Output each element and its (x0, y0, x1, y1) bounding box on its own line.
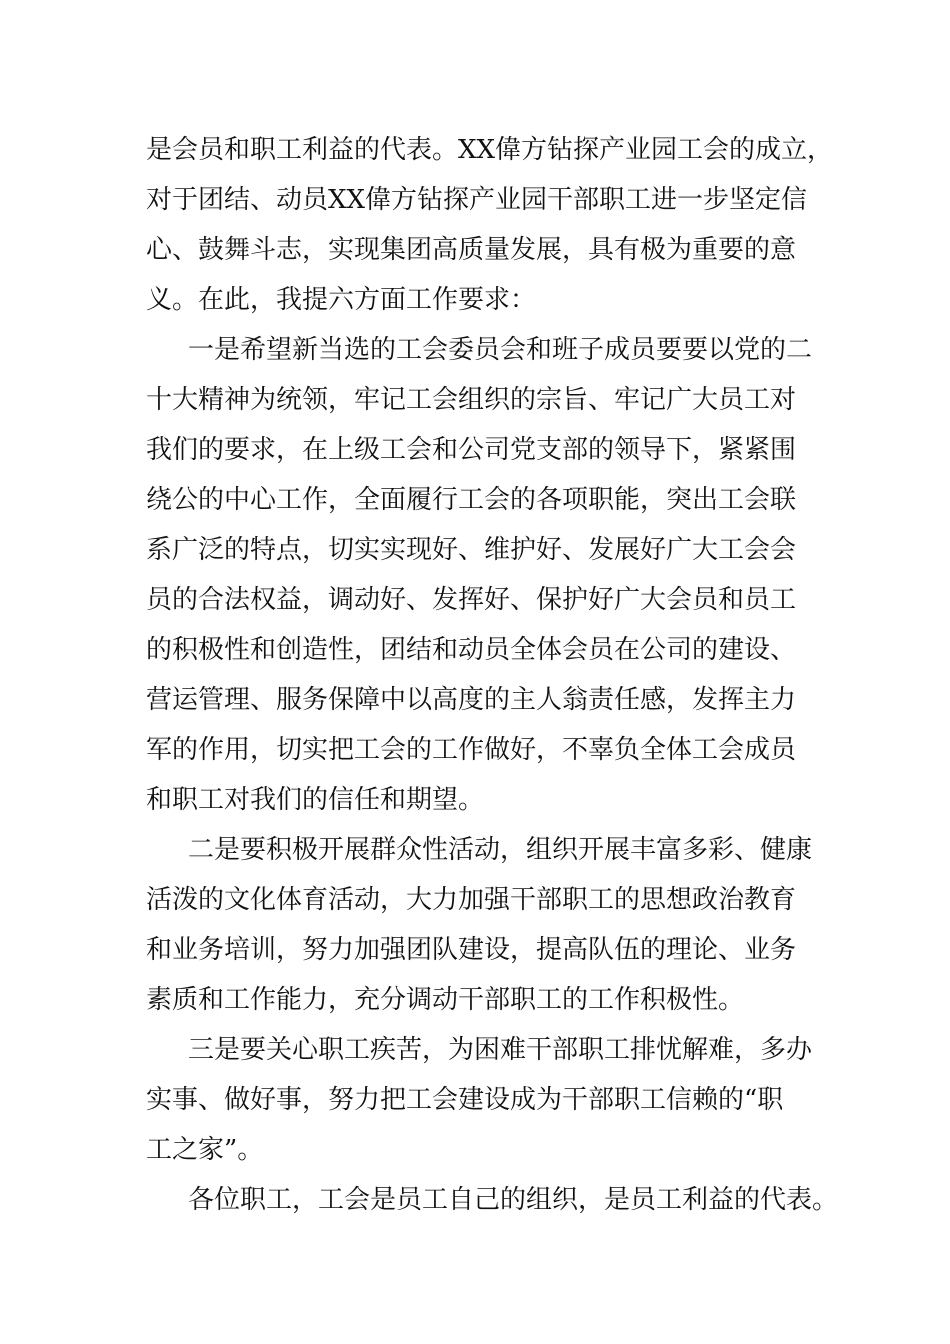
text-line: 和业务培训，努力加强团队建设，提高队伍的理论、业务 (146, 935, 797, 965)
text-line: 的积极性和创造性，团结和动员全体会员在公司的建设、 (146, 635, 797, 665)
text-line: 素质和工作能力，充分调动干部职工的工作积极性。 (146, 985, 745, 1015)
text-line: 心、鼓舞斗志，实现集团高质量发展，具有极为重要的意 (146, 235, 797, 265)
text-line: 实事、做好事，努力把工会建设成为干部职工信赖的“职 (146, 1085, 784, 1115)
text-line: 工之家”。 (146, 1135, 264, 1165)
paragraph-first-line: 各位职工，工会是员工自己的组织，是员工利益的代表。 (188, 1185, 839, 1215)
text-line: 军的作用，切实把工会的工作做好，不辜负全体工会成员 (146, 735, 797, 765)
paragraph-first-line: 三是要关心职工疾苦，为困难干部职工排忧解难，多办 (188, 1035, 813, 1065)
text-line: 营运管理、服务保障中以高度的主人翁责任感，发挥主力 (146, 685, 797, 715)
text-line: 活泼的文化体育活动，大力加强干部职工的思想政治教育 (146, 885, 797, 915)
paragraph-first-line: 一是希望新当选的工会委员会和班子成员要要以党的二 (188, 335, 813, 365)
text-line: 和职工对我们的信任和期望。 (146, 785, 485, 815)
text-line: 我们的要求，在上级工会和公司党支部的领导下，紧紧围 (146, 435, 797, 465)
text-line: 系广泛的特点，切实实现好、维护好、发展好广大工会会 (146, 535, 797, 565)
text-line: 十大精神为统领，牢记工会组织的宗旨、牢记广大员工对 (146, 385, 797, 415)
text-line: 义。在此，我提六方面工作要求： (146, 285, 537, 315)
text-line: 绕公的中心工作，全面履行工会的各项职能，突出工会联 (146, 485, 797, 515)
text-line: 对于团结、动员XX偉方钻探产业园干部职工进一步坚定信 (146, 185, 808, 215)
text-line: 是会员和职工利益的代表。XX偉方钻探产业园工会的成立， (146, 135, 834, 165)
paragraph-first-line: 二是要积极开展群众性活动，组织开展丰富多彩、健康 (188, 835, 813, 865)
text-line: 员的合法权益，调动好、发挥好、保护好广大会员和员工 (146, 585, 797, 615)
